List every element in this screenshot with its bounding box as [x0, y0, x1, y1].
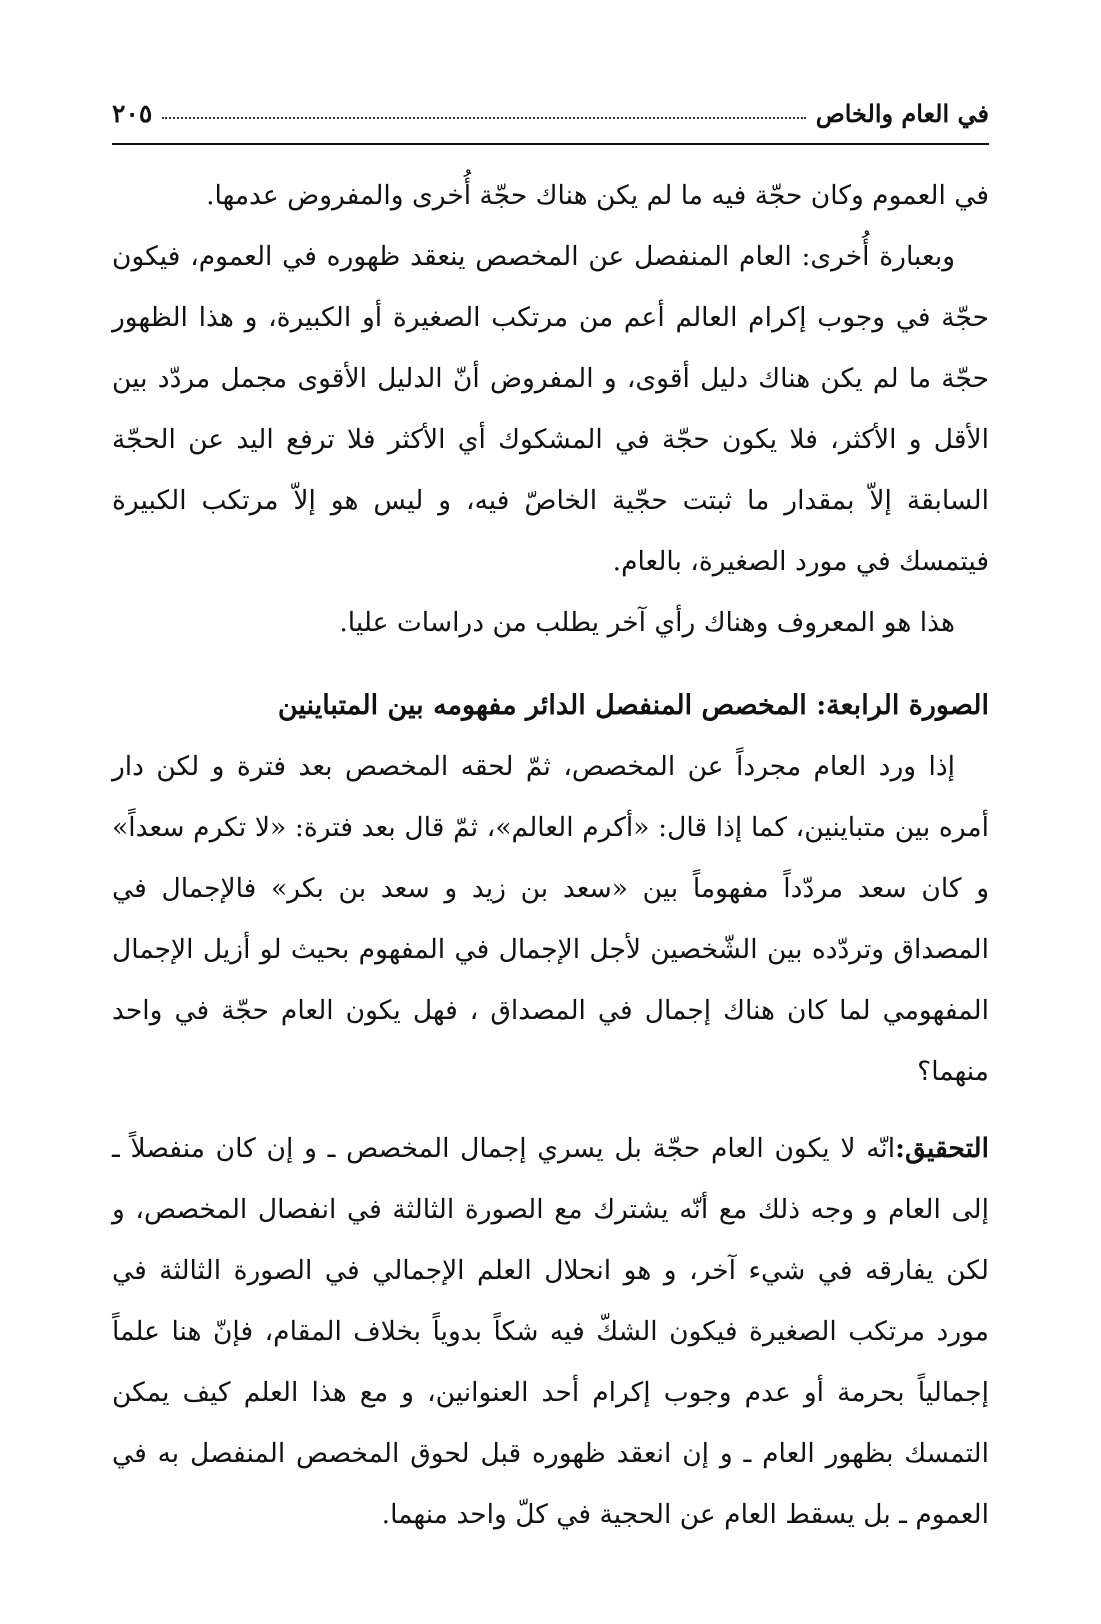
paragraph-continued: في العموم وكان حجّة فيه ما لم يكن هناك حجّة أُخرى والمفروض عدمها. — [206, 180, 989, 211]
chapter-title: في العام والخاص — [815, 99, 989, 128]
tahqiq-label: التحقيق: — [895, 1133, 989, 1164]
page-number: ٢٠٥ — [112, 99, 153, 128]
header-rule — [112, 143, 989, 145]
paragraph-fourth-case: إذا ورد العام مجرداً عن المخصص، ثمّ لحقه المخصص بعد فترة و لكن دار أمره بين متباينين، كما إذا قال: «أكرم العالم»، ثمّ قال بعد فترة: «لا تكرم سعداً» و كان سعد مردّداً مفهوماً بين «سعد بن زيد و سعد بن بكر» فالإجمال في المصداق وتردّده بين الشّخصين لأجل الإجمال في المفهوم بحيث لو أزيل الإجمال المفهومي لما كان هناك إجمال في المصداق ، فهل يكون العام حجّة في واحد منهما؟ — [112, 751, 989, 1087]
tahqiq-text: انّه لا يكون العام حجّة بل يسري إجمال المخصص ـ و إن كان منفصلاً ـ إلى العام و وجه ذلك مع أنّه يشترك مع الصورة الثالثة في انفصال المخصص، و لكن يفارقه في شيء آخر، و هو انحلال العلم الإجمالي في الصورة الثالثة في مورد مرتكب الصغيرة فيكون الشكّ فيه شكاً بدوياً بخلاف المقام، فإنّ هنا علماً إجمالياً بحرمة أو عدم وجوب إكرام أحد العنوانين، و مع هذا العلم كيف يمكن التمسك بظهور العام ـ و إن انعقد ظهوره قبل لحوق المخصص المنفصل به في العموم ـ بل يسقط العام عن الحجية في كلّ واحد منهما. — [112, 1133, 989, 1530]
paragraph-in-other-words: وبعبارة أُخرى: العام المنفصل عن المخصص ينعقد ظهوره في العموم، فيكون حجّة في وجوب إكرام العالم أعم من مرتكب الصغيرة أو الكبيرة، و هذا الظهور حجّة ما لم يكن هناك دليل أقوى، و المفروض أنّ الدليل الأقوى مجمل مردّد بين الأقل و الأكثر، فلا يكون حجّة في المشكوك أي الأكثر فلا ترفع اليد عن الحجّة السابقة إلاّ بمقدار ما ثبتت حجّية الخاصّ فيه، و ليس هو إلاّ مرتكب الكبيرة فيتمسك في مورد الصغيرة، بالعام. — [112, 241, 989, 577]
paragraph-tahqiq — [112, 1118, 989, 1545]
section-heading-fourth-case: الصورة الرابعة: المخصص المنفصل الدائر مفهومه بين المتباينين — [277, 690, 989, 721]
running-head — [112, 78, 989, 128]
paragraph-well-known: هذا هو المعروف وهناك رأي آخر يطلب من دراسات عليا. — [339, 607, 955, 638]
body-text — [112, 165, 989, 1545]
dotted-leader — [162, 116, 805, 119]
